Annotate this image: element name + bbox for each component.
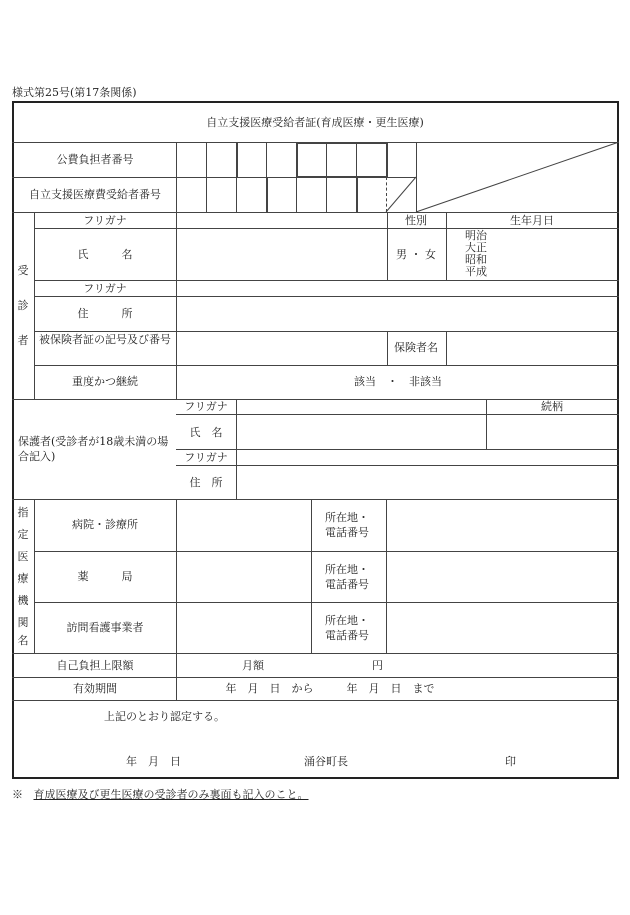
form-title: 自立支援医療受給者証(育成医療・更生医療): [206, 116, 424, 129]
phone-label: 電話番号: [325, 578, 369, 591]
birthdate-header: 生年月日: [510, 214, 554, 227]
phone-label: 電話番号: [325, 629, 369, 642]
seal-label: 印: [505, 755, 516, 768]
certification-text: 上記のとおり認定する。: [104, 710, 225, 723]
recipient-number-label: 自立支援医療費受給者番号: [29, 188, 161, 201]
location-label: 所在地・: [325, 563, 369, 576]
institution-section-char: 関: [17, 616, 29, 629]
name-label: 氏 名: [77, 248, 133, 261]
insurer-label: 保険者名: [394, 341, 438, 354]
patient-section-char: 受: [17, 264, 29, 277]
patient-section-char: 者: [17, 334, 29, 347]
institution-section-char: 名: [17, 634, 29, 647]
certification-date: 年 月 日: [126, 755, 181, 768]
era-taisho: 大正: [465, 241, 487, 254]
insured-card-label: 被保険者証の記号及び番号: [39, 333, 171, 346]
patient-section-char: 診: [17, 299, 29, 312]
footnote-mark: ※: [12, 788, 23, 801]
footnote: [12, 786, 309, 802]
institution-section-char: 療: [17, 572, 29, 585]
gender-header: 性別: [405, 214, 427, 227]
monthly-label: 月額: [242, 659, 264, 672]
era-heisei: 平成: [465, 265, 487, 278]
relation-label: 続柄: [541, 400, 563, 413]
institution-section-char: 指: [17, 506, 29, 519]
guardian-name-label: 氏 名: [189, 426, 223, 439]
address-furigana-label: フリガナ: [83, 282, 127, 295]
address-label: 住 所: [77, 307, 133, 320]
payer-number-label: 公費負担者番号: [56, 153, 134, 166]
phone-label: 電話番号: [325, 526, 369, 539]
nursing-label: 訪問看護事業者: [66, 621, 144, 634]
limit-label: 自己負担上限額: [56, 659, 134, 672]
severe-options: 該当 ・ 非該当: [354, 375, 442, 388]
guardian-label: 保護者(受診者が18歳未満の場合記入): [18, 435, 169, 463]
location-label: 所在地・: [325, 614, 369, 627]
guardian-furigana-label: フリガナ: [184, 400, 228, 413]
location-label: 所在地・: [325, 511, 369, 524]
validity-label: 有効期間: [73, 682, 117, 695]
form-number: 様式第25号(第17条関係): [12, 86, 137, 99]
institution-section-char: 機: [17, 594, 29, 607]
severe-continuous-label: 重度かつ継続: [72, 375, 138, 388]
era-showa: 昭和: [465, 253, 487, 266]
institution-section-char: 定: [17, 528, 29, 541]
guardian-address-label: 住 所: [189, 476, 223, 489]
gender-options: 男 ・ 女: [396, 248, 436, 261]
guardian-furigana2-label: フリガナ: [184, 451, 228, 464]
yen-label: 円: [372, 659, 383, 672]
validity-value: 年 月 日 から 年 月 日 まで: [225, 682, 435, 695]
hospital-label: 病院・診療所: [72, 518, 138, 531]
institution-section-char: 医: [17, 550, 29, 563]
mayor-label: 涌谷町長: [304, 755, 348, 768]
pharmacy-label: 薬 局: [77, 570, 133, 583]
footnote-text: 育成医療及び更生医療の受診者のみ裏面も記入のこと。: [33, 788, 309, 801]
furigana-label: フリガナ: [83, 214, 127, 227]
era-meiji: 明治: [465, 229, 487, 242]
